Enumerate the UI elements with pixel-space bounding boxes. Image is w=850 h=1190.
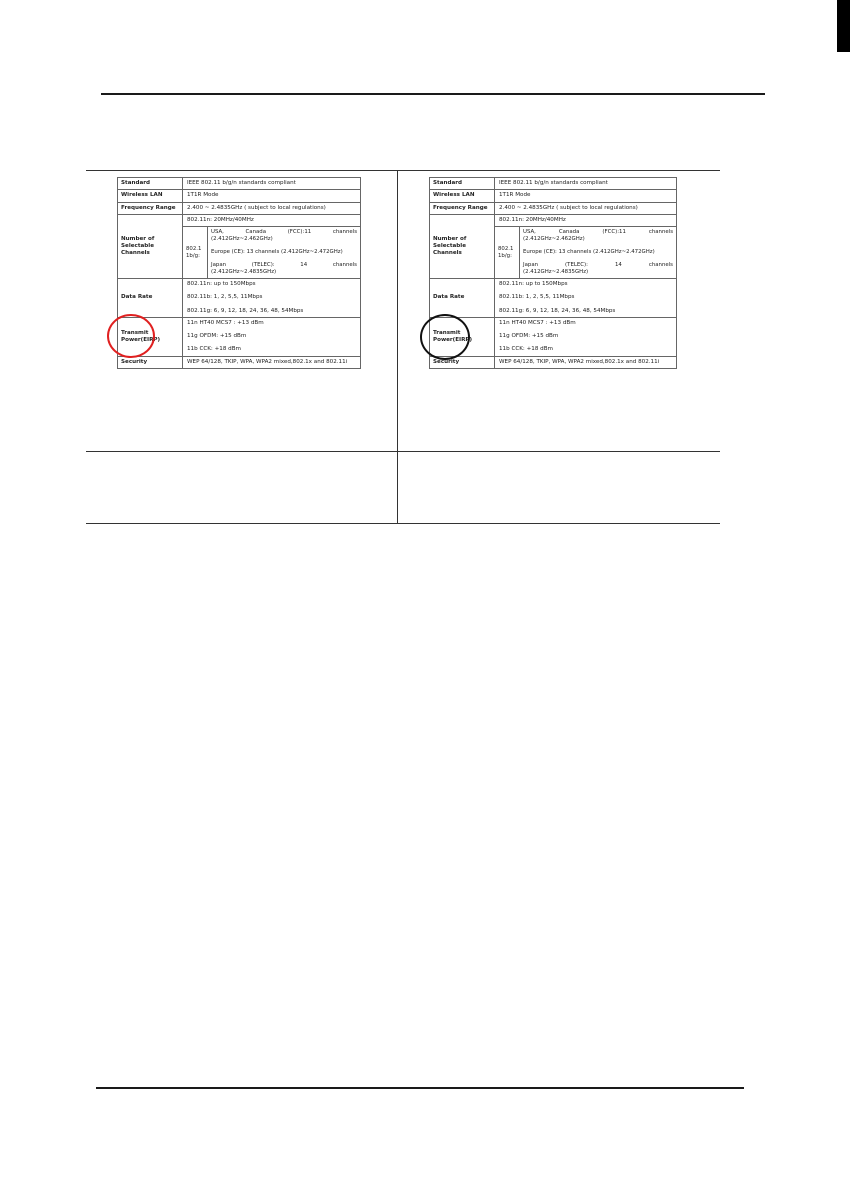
label-data-rate: Data Rate	[118, 279, 183, 318]
channels-usa: USA, Canada (FCC):11 channels	[211, 229, 357, 236]
black-highlight-circle	[420, 314, 470, 360]
frame-top-rule	[86, 170, 720, 171]
power-g: 11g OFDM: +15 dBm	[499, 333, 559, 340]
rate-n: 802.11n: up to 150Mbps	[187, 281, 256, 288]
rate-g: 802.11g: 6, 9, 12, 18, 24, 36, 48, 54Mbps	[187, 307, 304, 314]
row-standard	[118, 178, 361, 190]
power-b: 11b CCK: +18 dBm	[187, 346, 242, 353]
channels-japan-range: (2.412GHz~2.4835GHz)	[211, 269, 277, 276]
value-frequency: 2.400 ~ 2.4835GHz ( subject to local regulations)	[183, 202, 361, 214]
value-wireless: 1T1R Mode	[183, 190, 361, 202]
header-rule	[101, 93, 765, 95]
rate-b: 802.11b: 1, 2, 5,5, 11Mbps	[187, 294, 263, 301]
label-security: Security	[430, 356, 495, 368]
rate-g: 802.11g: 6, 9, 12, 18, 24, 36, 48, 54Mbps	[499, 307, 616, 314]
row-data-rate	[430, 279, 677, 318]
value-security: WEP 64/128, TKIP, WPA, WPA2 mixed,802.1x and 802.11i	[183, 356, 361, 368]
channels-europe: Europe (CE): 13 channels (2.412GHz~2.472GHz)	[211, 249, 343, 256]
value-security: WEP 64/128, TKIP, WPA, WPA2 mixed,802.1x and 802.11i	[495, 356, 677, 368]
row-data-rate	[118, 279, 361, 318]
row-channels	[430, 214, 677, 278]
frame-bottom-rule	[86, 523, 720, 524]
label-standard: Standard	[118, 178, 183, 190]
channels-n-line: 802.11n: 20MHz/40MHz	[495, 215, 676, 227]
power-n: 11n HT40 MCS7 : +13 dBm	[499, 319, 576, 326]
label-frequency: Frequency Range	[118, 202, 183, 214]
channels-usa-range: (2.412GHz~2.462GHz)	[523, 236, 585, 243]
label-transmit-power: Transmit Power(EIRP)	[430, 317, 495, 356]
label-frequency: Frequency Range	[430, 202, 495, 214]
row-frequency	[430, 202, 677, 214]
channels-japan: Japan (TELEC): 14 channels	[211, 262, 357, 269]
row-security	[430, 356, 677, 368]
row-standard	[430, 178, 677, 190]
value-wireless: 1T1R Mode	[495, 190, 677, 202]
page-edge-marker	[837, 0, 850, 52]
row-wireless	[430, 190, 677, 202]
power-n: 11n HT40 MCS7 : +13 dBm	[187, 319, 264, 326]
channels-japan: Japan (TELEC): 14 channels	[523, 262, 673, 269]
power-b: 11b CCK: +18 dBm	[499, 346, 554, 353]
row-frequency	[118, 202, 361, 214]
channels-usa: USA, Canada (FCC):11 channels	[523, 229, 673, 236]
label-standard: Standard	[430, 178, 495, 190]
value-standard: IEEE 802.11 b/g/n standards compliant	[495, 178, 677, 190]
row-wireless	[118, 190, 361, 202]
value-frequency: 2.400 ~ 2.4835GHz ( subject to local regulations)	[495, 202, 677, 214]
red-highlight-circle	[107, 314, 155, 358]
channels-usa-range: (2.412GHz~2.462GHz)	[211, 236, 273, 243]
channels-n-line: 802.11n: 20MHz/40MHz	[183, 215, 360, 227]
frame-center-divider	[397, 170, 398, 524]
channels-bg-table	[495, 227, 676, 278]
power-g: 11g OFDM: +15 dBm	[187, 333, 247, 340]
rate-b: 802.11b: 1, 2, 5,5, 11Mbps	[499, 294, 575, 301]
label-wireless: Wireless LAN	[430, 190, 495, 202]
value-standard: IEEE 802.11 b/g/n standards compliant	[183, 178, 361, 190]
label-security: Security	[118, 356, 183, 368]
channels-bg-table	[183, 227, 360, 278]
row-channels	[118, 214, 361, 278]
label-data-rate: Data Rate	[430, 279, 495, 318]
footer-rule	[96, 1087, 744, 1089]
rate-n: 802.11n: up to 150Mbps	[499, 281, 568, 288]
label-channels: Number of Selectable Channels	[430, 214, 495, 278]
row-security	[118, 356, 361, 368]
channels-europe: Europe (CE): 13 channels (2.412GHz~2.472GHz)	[523, 249, 655, 256]
label-wireless: Wireless LAN	[118, 190, 183, 202]
label-transmit-power: Transmit Power(EIRP)	[118, 317, 183, 356]
label-channels: Number of Selectable Channels	[118, 214, 183, 278]
channels-bg-label: 802.1 1b/g:	[186, 245, 202, 259]
frame-middle-rule	[86, 451, 720, 452]
channels-japan-range: (2.412GHz~2.4835GHz)	[523, 269, 589, 276]
channels-bg-label: 802.1 1b/g:	[498, 245, 514, 259]
